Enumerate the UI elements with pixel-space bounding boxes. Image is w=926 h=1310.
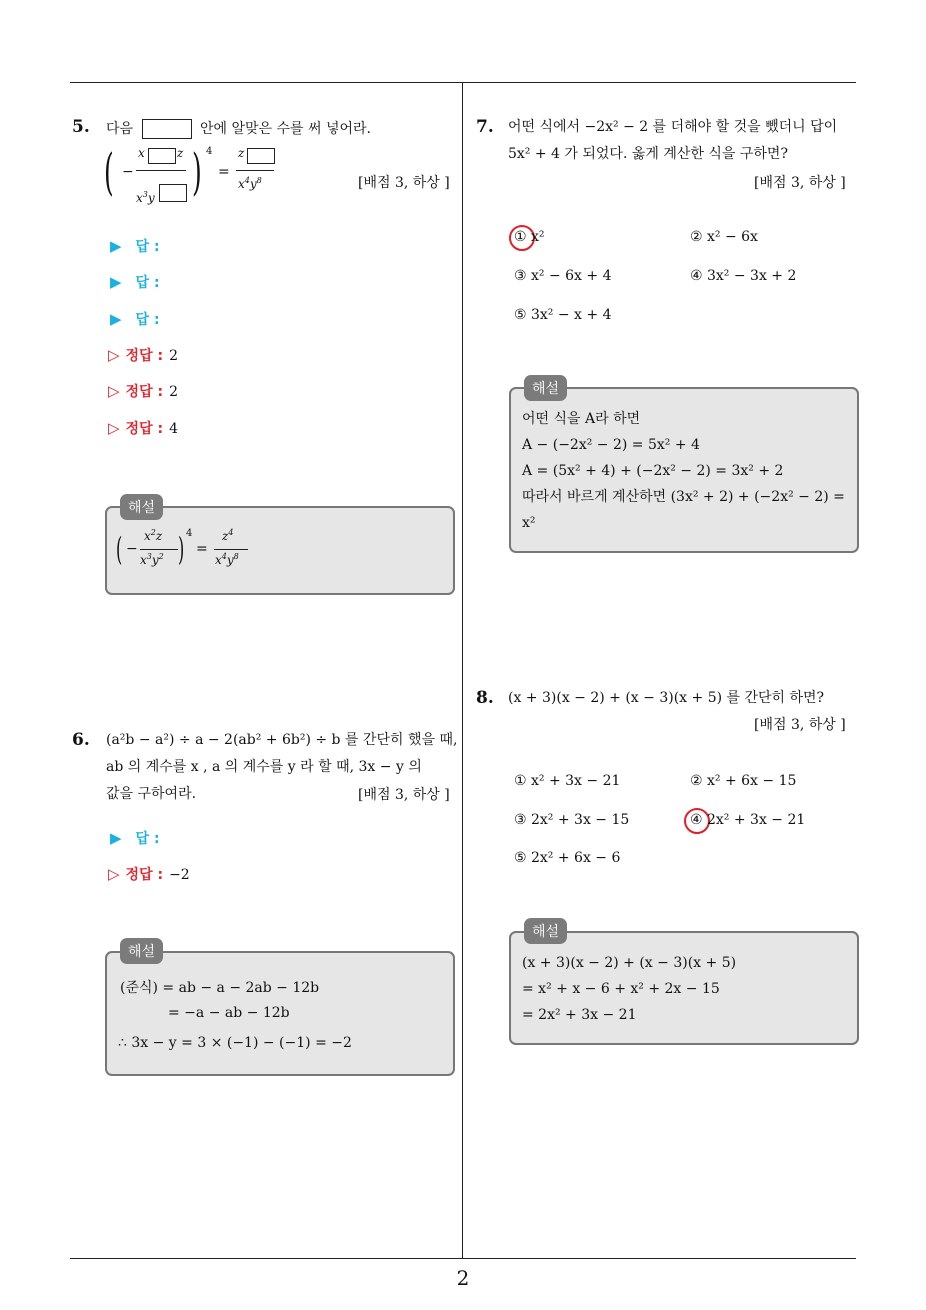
answer-input-1[interactable] <box>110 236 160 256</box>
question-8-line-1: (x + 3)(x − 2) + (x − 3)(x + 5) 를 간단히 하면? <box>508 690 825 706</box>
choice-7-3[interactable]: ③ x² − 6x + 4 <box>514 268 612 284</box>
question-5-text-a: 다음 <box>106 121 134 137</box>
question-6-score: [배점 3, 하상 ] <box>358 787 450 803</box>
question-7-line-1: 어떤 식에서 −2x² − 2 를 더해야 할 것을 뺐더니 답이 <box>508 119 838 135</box>
triangle-outline-icon: ▷ <box>108 419 120 437</box>
correct-answer-q6: ▷ 정답 : −2 <box>108 865 190 883</box>
correct-answer-3: ▷ 정답 : 4 <box>108 419 178 437</box>
answer-label: 답 : <box>135 831 160 847</box>
correct-value: −2 <box>169 867 190 883</box>
bottom-rule <box>70 1258 856 1259</box>
choice-8-5[interactable]: ⑤ 2x² + 6x − 6 <box>514 850 621 866</box>
choice-8-1[interactable]: ① x² + 3x − 21 <box>514 773 621 789</box>
correct-answer-2: ▷ 정답 : 2 <box>108 382 178 400</box>
solution-6-line-2: = −a − ab − 12b <box>168 1005 290 1021</box>
correct-answer-1: ▷ 정답 : 2 <box>108 346 178 364</box>
triangle-outline-icon: ▷ <box>108 865 120 883</box>
question-5-score: [배점 3, 하상 ] <box>358 175 450 191</box>
play-icon: ▶ <box>110 310 122 328</box>
correct-value: 2 <box>169 348 178 364</box>
solution-8-line-1: (x + 3)(x − 2) + (x − 3)(x + 5) <box>522 955 737 971</box>
question-5-text-b: 안에 알맞은 수를 써 넣어라. <box>199 121 371 137</box>
answer-label: 답 : <box>135 312 160 328</box>
answer-label: 답 : <box>135 275 160 291</box>
column-divider <box>462 82 463 1258</box>
top-rule <box>70 82 856 83</box>
answer-input-3[interactable] <box>110 309 160 329</box>
play-icon: ▶ <box>110 829 122 847</box>
solution-8-line-2: = x² + x − 6 + x² + 2x − 15 <box>522 981 720 997</box>
question-6-number: 6. <box>72 730 90 750</box>
choice-8-4[interactable]: ④ 2x² + 3x − 21 <box>690 812 806 828</box>
solution-7-line-3: A = (5x² + 4) + (−2x² − 2) = 3x² + 2 <box>522 463 784 479</box>
triangle-outline-icon: ▷ <box>108 382 120 400</box>
solution-7-line-5: x² <box>522 515 536 531</box>
question-7-score: [배점 3, 하상 ] <box>754 175 846 191</box>
question-8-number: 8. <box>476 688 494 708</box>
solution-7-line-2: A − (−2x² − 2) = 5x² + 4 <box>522 437 700 453</box>
choice-8-3[interactable]: ③ 2x² + 3x − 15 <box>514 812 630 828</box>
solution-6-line-1: (준식) = ab − a − 2ab − 12b <box>120 980 320 996</box>
solution-5-expression: ( − $x^2z$ $x^3y^2$ ) 4 = $z^4$ $x^4y^8$ <box>116 528 296 574</box>
correct-value: 2 <box>169 384 178 400</box>
answer-input-2[interactable] <box>110 272 160 292</box>
choice-7-5[interactable]: ⑤ 3x² − x + 4 <box>514 307 612 323</box>
play-icon: ▶ <box>110 273 122 291</box>
choice-8-2[interactable]: ② x² + 6x − 15 <box>690 773 797 789</box>
answer-label: 답 : <box>135 239 160 255</box>
solution-tag: 해설 <box>524 918 567 944</box>
play-icon: ▶ <box>110 237 122 255</box>
question-5-expression: ( − x z $x^3y$ ) 4 = z $x^4y^8$ <box>104 146 284 208</box>
correct-value: 4 <box>169 421 178 437</box>
question-8-score: [배점 3, 하상 ] <box>754 717 846 733</box>
blank-box[interactable] <box>142 119 192 139</box>
question-7-line-2: 5x² + 4 가 되었다. 옳게 계산한 식을 구하면? <box>508 146 788 162</box>
question-5-text <box>106 116 371 143</box>
question-6-line-2: ab 의 계수를 x , a 의 계수를 y 라 할 때, 3x − y 의 <box>106 759 422 775</box>
solution-8-line-3: = 2x² + 3x − 21 <box>522 1007 637 1023</box>
solution-7-line-4: 따라서 바르게 계산하면 (3x² + 2) + (−2x² − 2) = <box>522 489 845 505</box>
choice-7-2[interactable]: ② x² − 6x <box>690 229 758 245</box>
choice-7-1[interactable]: ① x² <box>514 229 545 245</box>
triangle-outline-icon: ▷ <box>108 346 120 364</box>
question-6-line-3: 값을 구하여라. <box>106 786 197 802</box>
question-7-number: 7. <box>476 117 494 137</box>
solution-tag: 해설 <box>524 375 567 401</box>
solution-7-line-1: 어떤 식을 A라 하면 <box>522 411 641 427</box>
choice-7-4[interactable]: ④ 3x² − 3x + 2 <box>690 268 797 284</box>
question-6-line-1: (a²b − a²) ÷ a − 2(ab² + 6b²) ÷ b 를 간단히 했을 때, <box>106 732 458 748</box>
answer-input-q6[interactable] <box>110 828 160 848</box>
page-number: 2 <box>456 1266 470 1290</box>
solution-tag: 해설 <box>120 494 163 520</box>
solution-6-line-3: ∴ 3x − y = 3 × (−1) − (−1) = −2 <box>118 1035 352 1051</box>
solution-tag: 해설 <box>120 938 163 964</box>
question-5-number: 5. <box>72 117 90 137</box>
